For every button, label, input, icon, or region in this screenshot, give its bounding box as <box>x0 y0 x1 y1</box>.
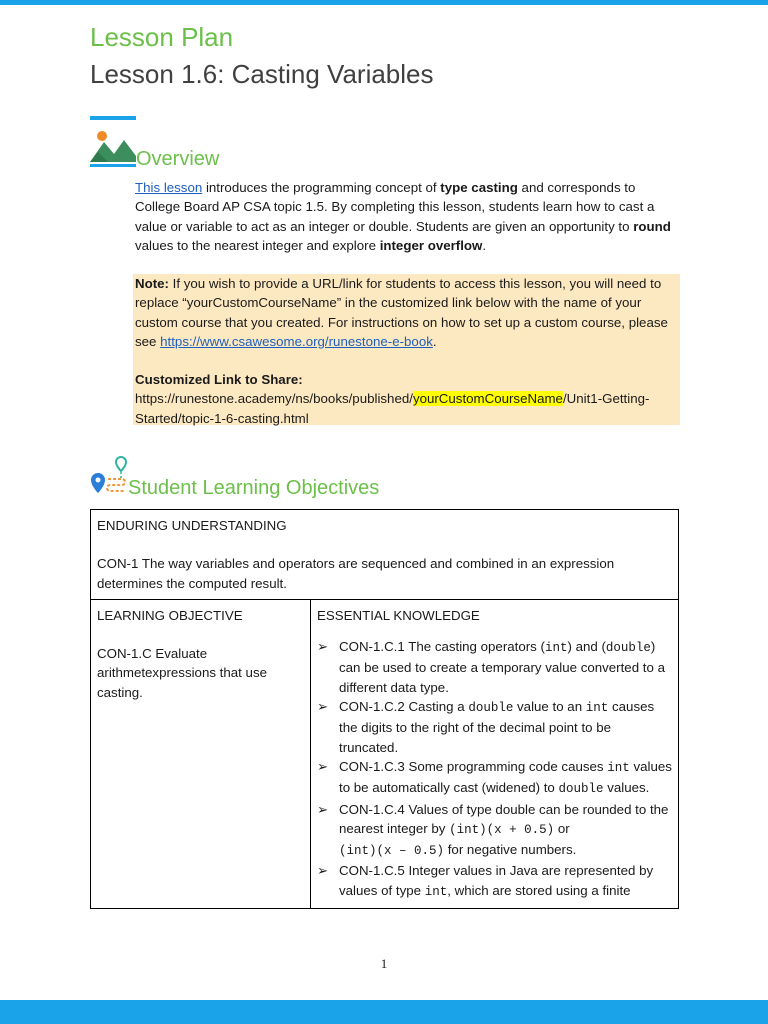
ek2-text-c: causes the digits to the right of the decimal point to be truncated. <box>339 699 655 755</box>
bottom-accent-bar <box>0 1000 768 1024</box>
note-content <box>135 274 680 428</box>
note-end: . <box>432 333 437 349</box>
list-item <box>317 697 672 757</box>
ek3-text-c: values. <box>603 780 650 796</box>
list-item <box>317 800 672 862</box>
learning-objective-text: CON-1.C Evaluate arithmetexpressions that use casting. <box>97 646 267 700</box>
ek5-text-b: , which are stored using a finite <box>447 882 631 898</box>
page-title: Lesson 1.6: Casting Variables <box>90 59 434 89</box>
instructions-link[interactable]: https://www.csawesome.org/runestone-e-book <box>160 333 433 349</box>
overview-bold-2: round <box>633 218 671 234</box>
note-text: If you wish to provide a URL/link for students to access this lesson, you will need to replace “yourCustomCourseName” in the customized link below with the name of your custom course that you created. For instructions on how to set up a custom course, please see <box>135 276 668 349</box>
overview-text-4: . <box>482 237 487 253</box>
ek5-text-a: CON-1.C.5 Integer values in Java are represented by values of type <box>339 863 654 898</box>
ek2-text-b: value to an <box>513 699 586 715</box>
essential-knowledge-label: ESSENTIAL KNOWLEDGE <box>317 607 480 623</box>
share-label: Customized Link to Share: <box>135 372 303 388</box>
lesson-link[interactable]: This lesson <box>135 180 203 195</box>
overview-heading: Overview <box>136 148 220 170</box>
ek2-code-1: double <box>468 701 514 716</box>
list-item <box>317 861 672 902</box>
ek4-text-b: or <box>554 820 570 836</box>
ek4-code-2: (int)(x – 0.5) <box>339 844 445 859</box>
ek4-text-a: CON-1.C.4 Values of type double can be rounded to the nearest integer by <box>339 801 669 836</box>
ek2-text-a: CON-1.C.2 Casting a <box>339 699 469 715</box>
objective-row <box>91 599 679 908</box>
ek1-code-2: double <box>605 641 651 656</box>
list-item <box>317 637 672 697</box>
learning-objective-label: LEARNING OBJECTIVE <box>97 607 243 623</box>
overview-text-2: and corresponds to College Board AP CSA topic 1.5. By completing this lesson, students learn how to cast a value or variable to act as an integer or double. Students are given an opportunity to <box>135 180 655 234</box>
overview-bold-1: type casting <box>440 180 518 195</box>
arrow-bullet-icon: ➢ <box>317 639 329 655</box>
ek4-text-c: for negative numbers. <box>444 842 577 858</box>
share-url <box>135 389 680 428</box>
ek5-code-1: int <box>424 884 448 899</box>
enduring-cell <box>91 510 679 600</box>
map-route-icon <box>90 455 128 499</box>
objectives-table <box>90 509 679 909</box>
landscape-icon <box>90 116 136 172</box>
ek3-text-a: CON-1.C.3 Some programming code causes <box>339 758 608 774</box>
enduring-label: ENDURING UNDERSTANDING <box>97 518 287 533</box>
page-number: 1 <box>380 956 388 971</box>
arrow-bullet-icon: ➢ <box>317 699 329 715</box>
arrow-bullet-icon: ➢ <box>317 758 329 774</box>
document-label: Lesson Plan <box>90 22 234 52</box>
objectives-heading: Student Learning Objectives <box>128 477 380 499</box>
share-url-highlight: yourCustomCourseName <box>412 391 563 407</box>
note-label: Note: <box>135 276 169 291</box>
ek3-code-2: double <box>558 782 604 797</box>
ek2-code-2: int <box>585 701 609 716</box>
share-url-start: https://runestone.academy/ns/books/published/ <box>135 391 413 407</box>
enduring-text: CON-1 The way variables and operators are sequenced and combined in an expression determines the computed result. <box>97 556 615 591</box>
arrow-bullet-icon: ➢ <box>317 801 329 817</box>
overview-heading-row <box>90 116 219 172</box>
overview-bold-3: integer overflow <box>379 237 483 253</box>
share-url-end: /Unit1-Getting-Started/topic-1-6-casting.html <box>135 391 650 426</box>
enduring-row <box>91 510 679 600</box>
overview-paragraph <box>135 178 680 255</box>
learning-objective-cell <box>91 599 311 908</box>
ek4-code-1: (int)(x + 0.5) <box>449 822 555 837</box>
objectives-heading-row <box>90 455 379 499</box>
ek1-text-a: CON-1.C.1 The casting operators ( <box>339 639 545 655</box>
overview-text-1: introduces the programming concept of <box>202 180 441 195</box>
list-item <box>317 757 672 800</box>
ek3-text-b: values to be automatically cast (widened) to <box>339 758 672 796</box>
essential-knowledge-cell <box>311 599 679 908</box>
essential-knowledge-list <box>317 637 672 902</box>
note-paragraph <box>135 274 680 351</box>
ek1-text-b: ) and ( <box>567 639 606 655</box>
ek3-code-1: int <box>607 760 630 775</box>
top-accent-bar <box>0 0 768 5</box>
overview-text-3: values to the nearest integer and explore <box>135 237 380 253</box>
ek1-code-1: int <box>544 641 568 656</box>
arrow-bullet-icon: ➢ <box>317 863 329 879</box>
ek1-text-c: ) can be used to create a temporary value converted to a different data type. <box>339 639 665 695</box>
